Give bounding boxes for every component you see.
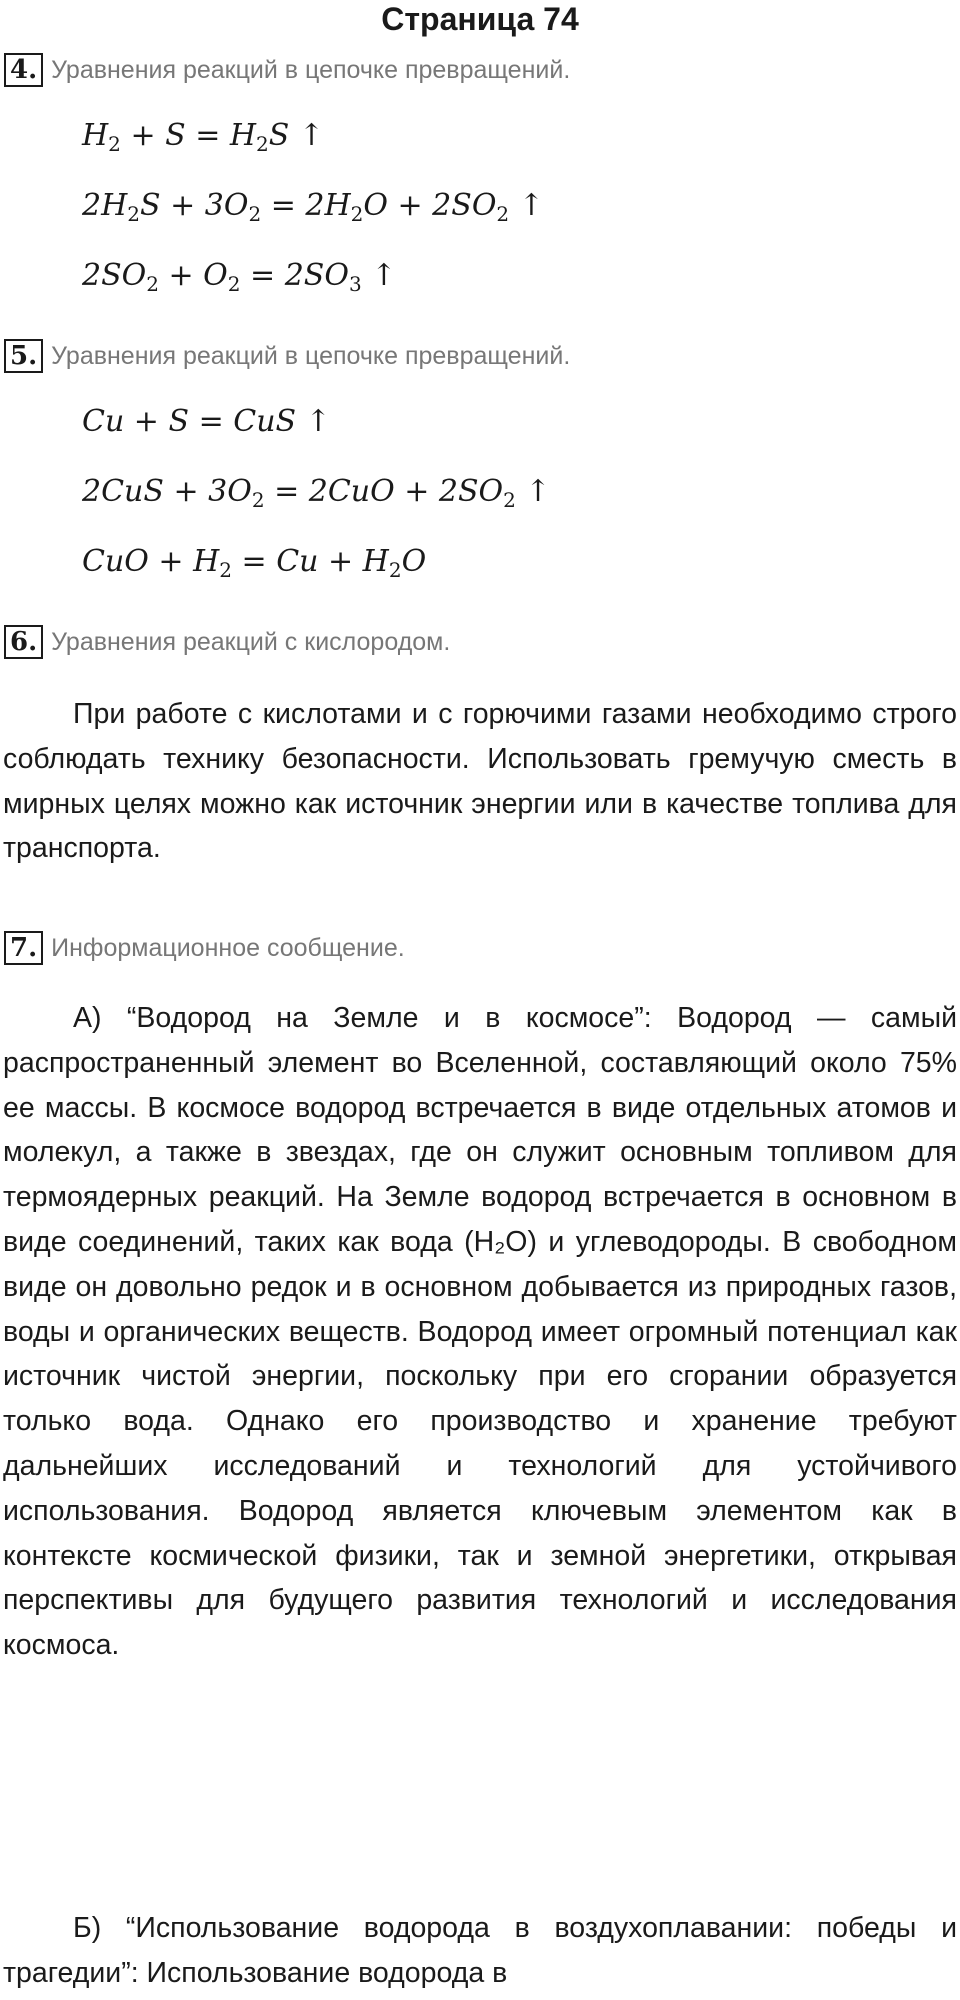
- task-number: 6.: [4, 625, 43, 659]
- task-7-header: [4, 930, 405, 966]
- page-title: Страница 74: [381, 1, 579, 37]
- task-caption: Уравнения реакций в цепочке превращений.: [51, 341, 571, 370]
- task-5-header: [4, 338, 570, 374]
- task-number: 5.: [4, 339, 43, 373]
- equation-3: $2SO_2 + O_2 = 2SO_3$ ↑: [82, 258, 397, 296]
- task-caption: Информационное сообщение.: [51, 933, 405, 962]
- equation-2: $2H_2S + 3O_2 = 2H_2O + 2SO_2$ ↑: [82, 188, 544, 226]
- equation-4: Cu + S = CuS ↑: [82, 404, 331, 439]
- equation-5: $2CuS + 3O_2 = 2CuO + 2SO_2$ ↑: [82, 474, 551, 512]
- equation-1: $H_2 + S = H_2S$ ↑: [82, 118, 325, 156]
- task-number: 7.: [4, 931, 43, 965]
- equation-6: CuO + $H_2 = Cu + H_2O$: [82, 544, 427, 582]
- paragraph-hydrogen-space: А) “Водород на Земле и в космосе”: Водород — самый распространенный элемент во Вселенной, составляющий около 75% ее массы. В космосе водород встречается в виде отдельных атомов и молекул, а также в звездах, где он служит основным топливом для термоядерных реакций. На Земле водород встречается в основном в виде соединений, таких как вода (H₂O) и углеводороды. В свободном виде он довольно редок и в основном добывается из природных газов, воды и органических веществ. Водород имеет огромный потенциал как источник чистой энергии, поскольку при его сгорании образуется только вода. Однако его производство и хранение требуют дальнейших исследований и технологий для устойчивого использования. Водород является ключевым элементом как в контексте космической физики, так и земной энергетики, открывая перспективы для будущего развития технологий и исследования космоса.: [3, 1002, 957, 1662]
- paragraph-safety: При работе с кислотами и с горючими газами необходимо строго соблюдать технику безопасности. Использовать гремучую сместь в мирных целях можно как источник энергии или в качестве топлива для транспорта.: [3, 698, 957, 865]
- task-caption: Уравнения реакций с кислородом.: [51, 627, 451, 656]
- task-4-header: [4, 52, 570, 88]
- paragraph-hydrogen-aeronautics: Б) “Использование водорода в воздухоплавании: победы и трагедии”: Использование водорода в: [3, 1912, 957, 1989]
- task-6-header: [4, 624, 450, 660]
- task-number: 4.: [4, 53, 43, 87]
- task-caption: Уравнения реакций в цепочке превращений.: [51, 55, 571, 84]
